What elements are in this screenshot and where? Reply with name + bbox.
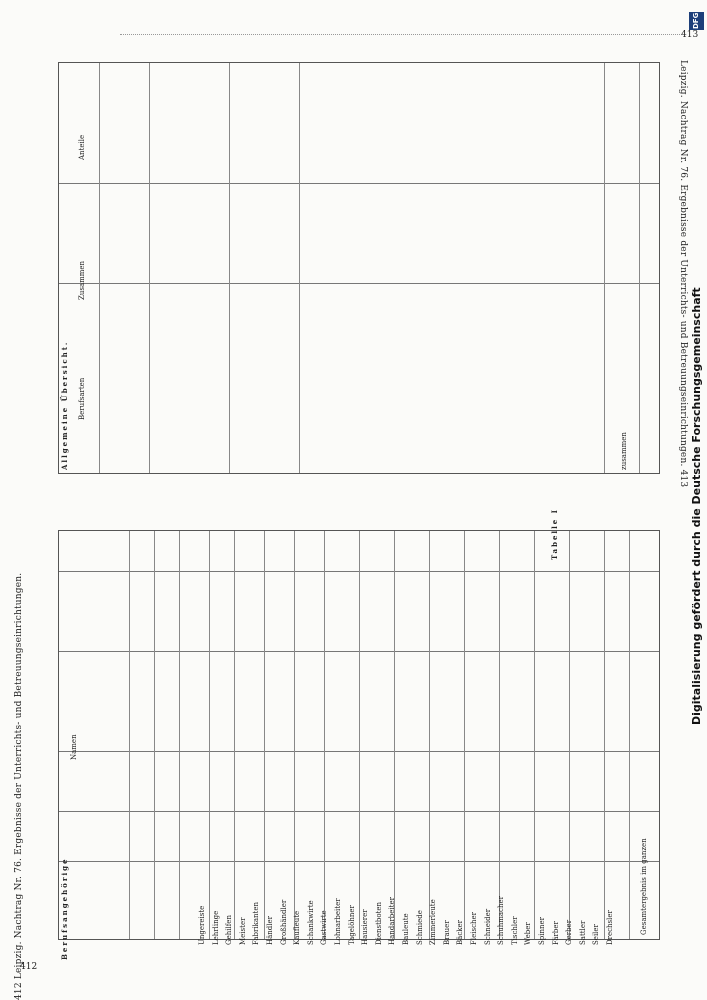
right-section-title: Allgemeine Übersicht. — [60, 340, 69, 470]
table-col-rule — [629, 531, 630, 939]
table-col-rule — [359, 531, 360, 939]
running-head-right: Leipzig. Nachtrag Nr. 76. Ergebnisse der Unterrichts- und Betreuungseinrichtungen. 413 — [678, 60, 688, 488]
table-col-rule — [229, 63, 230, 473]
table-row-label: Kaufleute — [293, 910, 302, 945]
table-row-label: Meister — [238, 917, 247, 945]
page-number-left: 412 — [20, 962, 38, 972]
left-total: Gesamtergebnis im ganzen — [640, 838, 648, 935]
table-row-label: Großhändler — [279, 899, 288, 945]
table-row-label: Händler — [266, 916, 274, 945]
left-section-title: Berufsangehörige — [60, 857, 69, 960]
table-col-rule — [499, 531, 500, 939]
table-col-rule — [129, 531, 130, 939]
table-col-rule — [154, 531, 155, 939]
table-row-label: Schmiede — [415, 910, 424, 945]
table-row-label: Gastwirte — [320, 910, 329, 945]
table-right — [58, 62, 660, 474]
table-row-label: Fleischer — [470, 912, 478, 945]
table-row-label: Zimmerleute — [429, 899, 438, 945]
table-col-rule — [324, 531, 325, 939]
table-row-label: Bauleute — [402, 913, 410, 945]
right-col-head-2: Zusammen — [78, 260, 86, 300]
table-row-label: Sattler — [578, 920, 587, 945]
running-head-left: 412 Leipzig. Nachtrag Nr. 76. Ergebnisse der Unterrichts- und Betreuungseinrichtungen. — [14, 572, 24, 1000]
table-col-rule — [394, 531, 395, 939]
dfg-banner — [689, 12, 704, 982]
table-col-rule — [429, 531, 430, 939]
table-left — [58, 530, 660, 940]
table-row-label: Fabrikanten — [252, 901, 261, 945]
table-row-label: Hausierer — [361, 909, 370, 945]
table-row-label: Weber — [524, 922, 533, 945]
table-col-rule — [604, 63, 605, 473]
table-row-label: Drechsler — [606, 910, 614, 945]
table-row-label: Seiler — [592, 924, 601, 945]
table-row-label: Spinner — [538, 916, 546, 945]
table-col-rule — [464, 531, 465, 939]
table-col-rule — [179, 531, 180, 939]
dfg-credit: Digitalisierung gefördert durch die Deutsche Forschungsgemeinschaft — [690, 287, 703, 725]
top-rule — [120, 34, 680, 35]
table-row-label: Bäcker — [456, 920, 465, 945]
right-total: zusammen — [620, 432, 628, 470]
table-col-rule — [604, 531, 605, 939]
table-col-rule — [234, 531, 235, 939]
dfg-logo: DFG — [689, 12, 704, 30]
right-col-head-3: Anteile — [78, 134, 86, 160]
table-row-label: Brauer — [442, 920, 451, 945]
table-row-label: Schankwirte — [306, 900, 315, 945]
table-row-label: Gehilfen — [225, 915, 234, 945]
left-tabelle: Tabelle I — [550, 508, 559, 560]
table-row-label: Handarbeiter — [388, 897, 397, 945]
table-row-label: Schneider — [483, 908, 492, 945]
table-row-label: Lehrlinge — [211, 910, 220, 945]
table-row-label: Schuhmacher — [497, 896, 506, 945]
table-col-rule — [209, 531, 210, 939]
right-col-head-1: Berufsarten — [78, 377, 86, 420]
table-row-label: Tagelöhner — [347, 905, 356, 945]
table-col-rule — [149, 63, 150, 473]
table-row-label: Tischler — [510, 916, 519, 945]
left-col-name: Namen — [70, 734, 78, 760]
table-row-label: Ungereiste — [198, 905, 206, 945]
table-col-rule — [294, 531, 295, 939]
table-row-label: Dienstboten — [374, 901, 383, 945]
table-col-rule — [264, 531, 265, 939]
table-col-rule — [534, 531, 535, 939]
table-row-label: Lohnarbeiter — [334, 898, 342, 945]
table-col-rule — [299, 63, 300, 473]
table-row-label: Färber — [551, 921, 560, 945]
table-col-rule — [639, 63, 640, 473]
page-number-right: 413 — [681, 30, 699, 40]
table-col-rule — [99, 63, 100, 473]
table-col-rule — [569, 531, 570, 939]
table-row-label: Gerber — [565, 919, 574, 945]
